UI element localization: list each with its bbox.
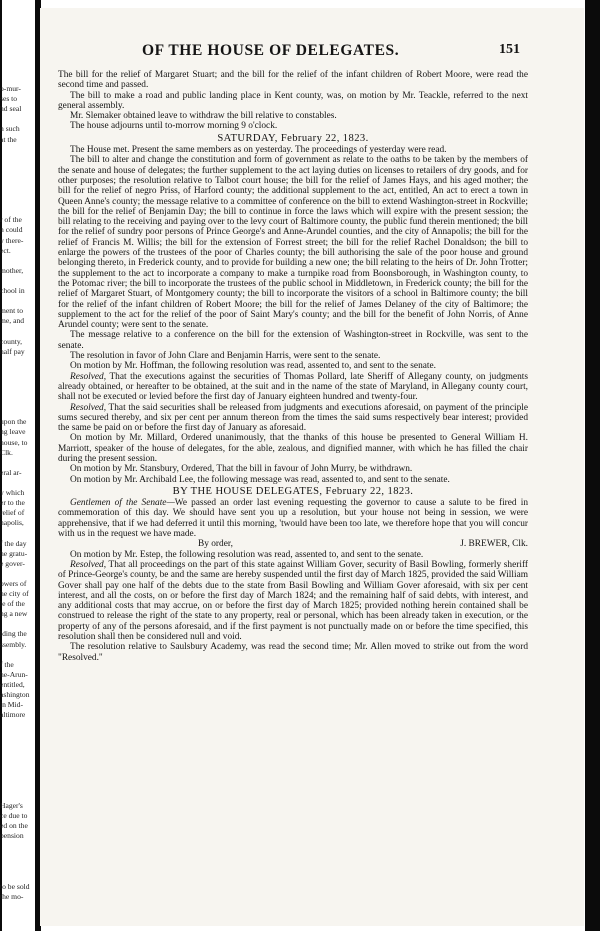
margin-fragment: y there-: [0, 235, 24, 245]
margin-fragment: e gover-: [0, 558, 25, 568]
margin-fragment: ng a new: [0, 609, 28, 619]
margin-fragment: f the day: [0, 538, 27, 548]
signature-clerk: J. BREWER, Clk.: [460, 539, 528, 550]
page-header: [100, 42, 520, 60]
margin-fragment: pension: [0, 831, 24, 841]
margin-fragment: ect.: [0, 245, 11, 255]
text-paragraph: The resolution relative to Saulsbury Academy, was read the second time; Mr. Allen moved to strike out from the word "Resolved.": [58, 642, 528, 663]
text-paragraph: On motion by Mr. Millard, Ordered unanimously, that the thanks of this house be presented to General William H. Marriott, speaker of the house of delegates, for the able, zealous, and dignified manner, with which he has filled the chair during the present session.: [58, 433, 528, 464]
page-number: 151: [499, 42, 520, 57]
text-paragraph: The resolution in favor of John Clare and Benjamin Harris, were sent to the senate.: [70, 351, 381, 362]
paragraph-text: That the executions against the securities of Thomas Pollard, late Sheriff of Allegany county, on judgments already obtained, or hereafter to be obtained, at the suit and in the name of the state of Maryland, in Allegany county court, shall not be executed or levied before the first day of January eighteen hundred and twenty-four.: [58, 371, 528, 403]
margin-fragment: le of the: [0, 599, 25, 609]
margin-fragment: er to the: [0, 498, 25, 508]
margin-fragment: altimore: [0, 710, 26, 720]
margin-fragment: chool in: [0, 286, 25, 295]
margin-fragment: entitled,: [0, 679, 25, 689]
resolution-paragraph: [58, 560, 528, 642]
margin-fragment: r of the: [0, 215, 22, 225]
margin-fragment: ment to: [0, 306, 23, 316]
paragraph-lead: Resolved,: [70, 371, 107, 382]
resolution-paragraph: [58, 372, 528, 403]
margin-fragment: n could: [0, 225, 23, 235]
margin-fragment: eral ar-: [0, 467, 22, 477]
journal-text: [58, 70, 528, 663]
margin-fragment: n such: [0, 124, 20, 134]
margin-fragment: ssembly.: [0, 639, 27, 649]
text-paragraph: The bill for the relief of Margaret Stuart; and the bill for the relief of the infant children of Robert Moore, were read the second time and passed.: [58, 70, 528, 91]
text-paragraph: On motion by Mr. Stansbury, Ordered, That the bill in favour of John Murry, be withdrawn.: [70, 464, 413, 475]
paragraph-text: That the said securities shall be released from judgments and executions aforesaid, on payment of the principle sums secured thereby, and six per cent per annum thereon from the times the said sums respectively bear interest; provided the same be paid on or before the first day of January as aforesaid.: [58, 402, 528, 434]
margin-fragment: he gratu-: [0, 548, 28, 558]
text-paragraph: On motion by Mr. Hoffman, the following resolution was read, assented to, and sent to the senate.: [70, 361, 436, 372]
section-heading: SATURDAY, February 22, 1823.: [217, 132, 369, 144]
margin-fragment: y which: [0, 488, 25, 497]
paragraph-lead: Resolved,: [70, 402, 107, 413]
margin-fragment: half pay: [0, 346, 25, 356]
margin-fragment: county,: [0, 336, 23, 346]
margin-fragment: o-mur-: [0, 84, 21, 93]
margin-fragment: upon the: [0, 417, 27, 427]
margin-fragment: f the: [0, 659, 14, 669]
text-paragraph: The message relative to a conference on the bill for the extension of Washington-street in Rockville, was sent to the senate.: [58, 330, 528, 351]
margin-fragment: house, to: [0, 437, 28, 447]
margin-fragment: he-Arun-: [0, 669, 28, 679]
margin-fragment: ses to: [0, 94, 18, 104]
running-head: OF THE HOUSE OF DELEGATES.: [142, 42, 400, 59]
margin-fragment: the mo-: [0, 892, 24, 901]
margin-fragment: lding the: [0, 629, 27, 639]
text-paragraph: On motion by Mr. Archibald Lee, the following message was read, assented to, and sent to the senate.: [70, 474, 450, 485]
margin-fragment: Hager's: [0, 801, 23, 811]
margin-fragment: at the: [0, 134, 17, 144]
margin-fragment: he city of: [0, 589, 29, 598]
margin-fragment: ashington: [0, 690, 30, 699]
signature-line: [58, 539, 528, 549]
signature-by-order: By order,: [198, 539, 233, 550]
section-heading: BY THE HOUSE DELEGATES, February 22, 1823.: [172, 485, 414, 497]
text-paragraph: On motion by Mr. Estep, the following resolution was read, assented to, and sent to the senate.: [70, 549, 424, 560]
text-paragraph: The House met. Present the same members as on yesterday. The proceedings of yesterday were read.: [70, 145, 447, 156]
paragraph-text: We passed an order last evening requesting the governor to cause a salute to be fired in commemoration of this day. We should have sent you up a resolution, but your house not being in session, we were apprehensive, that if we had deferred it until this morning, 'twould have been too late, we therefore hope that you will concur with us in the request we have made.: [58, 498, 528, 540]
text-paragraph: The bill to alter and change the constitution and form of government as relate to the oaths to be taken by the members of the senate and house of delegates; the further supplement to the act laying duties on licenses to retailers of dry goods, and for other purposes; the resolution relative to Talbot court house; the bill for the relief of James Hays, and his aged mother; the bill for the relief of negro Priss, of Harford county; the additional supplement to the act, entitled, An act to erect a town in Queen Anne's county; the message relative to a committee of conference on the bill to extend Washington-street in Rockville; the bill for the relief of Benjamin Day; the bill to continue in force the laws which will expire with the present session; the bill relating to the receiving and paying over to the levy court of Baltimore county, the public fund therein mentioned; the bill for the relief of sundry poor persons of Prince George's and Anne-Arundel counties, and the city of Annapolis; the bill for the relief of Francis M. Willis; the bill for the extension of Forrest street; the bill for the relief Rachel Donaldson; the bill to enlarge the powers of the trustees of the poor of Charles county; the bill authorising the sale of the poor house and ground belonging thereto, in Frederick county, and to provide for building a new one; the bill relating to the heirs of Dr. John Trotter; the supplement to the act to incorporate a company to make a turnpike road from Boonsborough, in Washington county, to the Potomac river; the bill to incorporate the trustees of the public school in Middletown, in Frederick county; the bill for the relief of Margaret Stuart, of Montgomery county; the bill to incorporate the visitors of a school in Baltimore county; the bill for the relief of the infant children of Robert Moore; the bill for the relief of James Delaney of the city of Baltimore; the supplement to the act for the relief of the poor of Saint Mary's county; and the bill for the benefit of John Norris, of Anne Arundel county; were sent to the senate.: [58, 155, 528, 331]
resolution-paragraph: [58, 403, 528, 434]
text-paragraph: Mr. Slemaker obtained leave to withdraw the bill relative to constables.: [70, 111, 337, 122]
text-paragraph: The house adjourns until to-morrow morning 9 o'clock.: [70, 121, 278, 132]
margin-fragment: relief of: [0, 508, 25, 518]
margin-fragment: me, and: [0, 316, 25, 326]
previous-page-margin-text: [0, 84, 38, 904]
margin-fragment: owers of: [0, 578, 27, 588]
margin-fragment: ce due to: [0, 811, 28, 821]
margin-fragment: to be sold: [0, 881, 30, 891]
message-paragraph: [58, 498, 528, 539]
margin-fragment: mother,: [0, 265, 24, 275]
margin-fragment: hd seal: [0, 104, 22, 114]
margin-fragment: ed on the: [0, 821, 28, 831]
margin-fragment: in Mid-: [0, 700, 23, 710]
paragraph-text: That all proceedings on the part of this state against William Gover, security of Basil Bowling, formerly sheriff of Prince-George's county, be and the same are hereby suspended until the first day of March 1825, provided the said William Gover shall pay one half of the debts due to the state from Basil Bowling and William Gover aforesaid, with six per cent interest, and all the costs, on or before the first day of March 1824; and the remaining half of said debts, with interest, and any additional costs that may accrue, on or before the first day of March 1825; provided nothing herein contained shall be construed to release the right of the state to any property, real or personal, which has been already taken in execution, or the property of any of the persons aforesaid, and if the first payment is not punctually made on or before the time specified, this resolution shall then be considered null and void.: [58, 559, 529, 643]
paragraph-lead: Resolved,: [70, 559, 107, 570]
text-paragraph: The bill to make a road and public landing place in Kent county, was, on motion by Mr. Teackle, referred to the next general assembly.: [58, 90, 528, 111]
margin-fragment: ng leave: [0, 427, 26, 437]
margin-fragment: napolis,: [0, 518, 24, 528]
right-scan-edge: [585, 0, 600, 931]
margin-fragment: Clk.: [0, 447, 13, 457]
paragraph-lead: Gentlemen of the Senate—: [70, 498, 175, 509]
